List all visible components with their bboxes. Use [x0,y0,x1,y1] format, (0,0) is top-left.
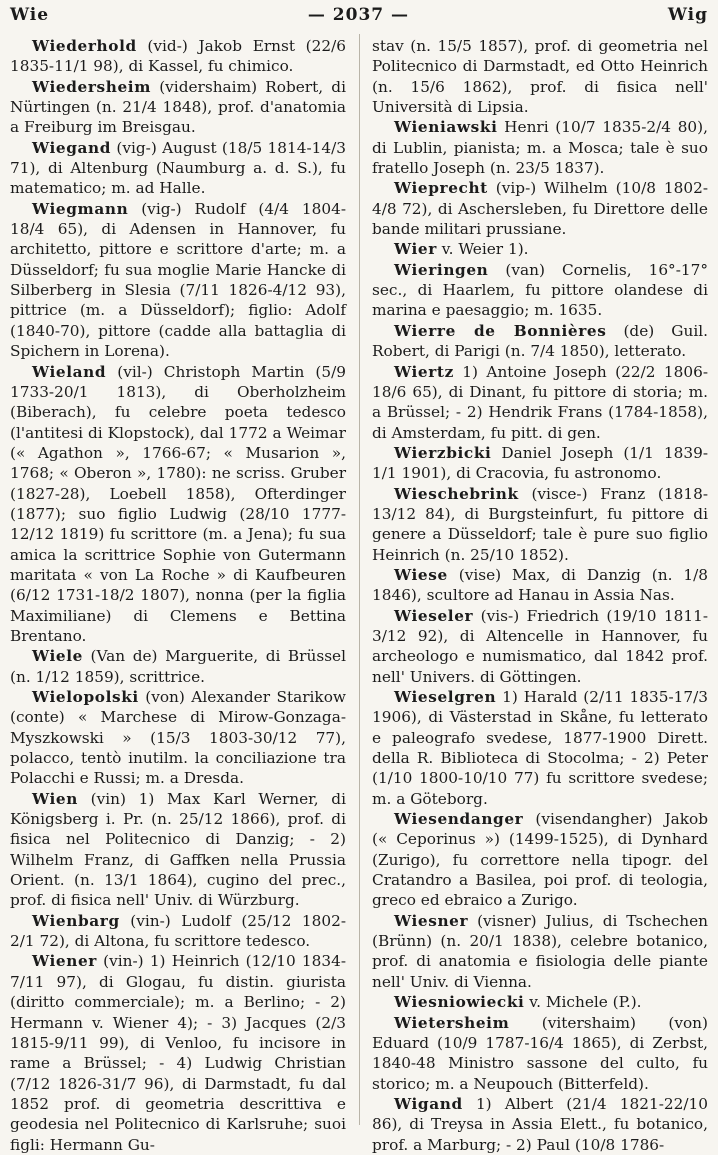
entry-text: 1) Albert (21/4 1821-22/10 86), di Treysa in Assia Elett., fu botanico, prof. a Marburg; - 2) Paul (10/8 1786- [372,1094,708,1154]
entry-text: (vidershaim) Robert, di Nürtingen (n. 21/4 1848), prof. d'anatomia a Freiburg im Breisgau. [10,77,346,137]
dictionary-entry [372,260,708,321]
dictionary-entry [372,565,708,606]
entry-headword: Wigand [394,1094,463,1113]
entry-headword: Wiesner [394,911,469,930]
right-column [372,36,708,1155]
entry-text: (vig-) August (18/5 1814-14/3 71), di Altenburg (Naumburg a. d. S.), fu matematico; m. ad Halle. [10,138,346,198]
entry-text: (van) Cornelis, 16°-17° sec., di Haarlem, fu pittore olandese di marina e paesaggio; m. 1635. [372,260,708,320]
column-divider [359,34,360,1125]
dictionary-entry [372,687,708,809]
header-right-guide-word: Wig [667,5,708,25]
entry-headword: Wieringen [394,260,489,279]
dictionary-entry [10,789,346,911]
dictionary-entry [10,911,346,952]
entry-text: (vis-) Friedrich (19/10 1811-3/12 92), di Altencelle in Hannover, fu archeologo e numismatico, dal 1842 prof. nell' Univers. di Göttingen. [372,606,708,686]
dictionary-entry [372,36,708,117]
entry-headword: Wieschebrink [394,484,519,503]
dictionary-entry [10,362,346,647]
entry-headword: Wiederhold [32,37,137,55]
dictionary-entry [372,606,708,687]
dictionary-entry [10,36,346,77]
dictionary-entry [10,199,346,362]
dictionary-entry [10,77,346,138]
page-header [10,2,708,28]
entry-text: Daniel Joseph (1/1 1839-1/1 1901), di Cracovia, fu astronomo. [372,443,708,483]
entry-headword: Wien [32,789,78,808]
dictionary-entry [372,239,708,259]
entry-text: (visce-) Franz (1818-13/12 84), di Burgsteinfurt, fu pittore di genere a Düsseldorf; tale è pure suo figlio Heinrich (n. 25/10 1852). [372,484,708,564]
dictionary-entry [372,178,708,239]
entry-headword: Wiesendanger [394,810,524,829]
entry-headword: Wieseler [394,606,474,625]
entry-text: (vise) Max, di Danzig (n. 1/8 1846), scultore ad Hanau in Assia Nas. [372,565,708,605]
dictionary-entry [372,484,708,565]
entry-headword: Wiesniowiecki [394,993,525,1012]
entry-headword: Wiertz [394,362,454,381]
dictionary-entry [372,1013,708,1094]
dictionary-entry [372,443,708,484]
entry-headword: Wiese [394,565,448,584]
entry-headword: Wieland [32,362,107,381]
entry-headword: Wielopolski [32,688,139,706]
entry-headword: Wierre de Bonnières [394,321,607,340]
dictionary-entry [10,138,346,199]
entry-headword: Wieprecht [394,179,488,198]
header-left-guide-word: Wie [10,5,50,25]
entry-headword: Wienbarg [32,911,120,930]
entry-headword: Wierzbicki [394,443,492,462]
entry-text: (Van de) Marguerite, di Brüssel (n. 1/12 1859), scrittrice. [10,647,346,686]
entry-text: (vin-) Ludolf (25/12 1802-2/1 72), di Altona, fu scrittore tedesco. [10,911,346,951]
entry-headword: Wiedersheim [32,77,152,96]
entry-headword: Wiegmann [32,199,129,218]
dictionary-entry [372,1094,708,1155]
entry-headword: Wietersheim [394,1013,510,1032]
dictionary-entry [10,951,346,1154]
entry-text: (vig-) Rudolf (4/4 1804-18/4 65), di Adensen in Hannover, fu architetto, pittore e scrittore d'arte; m. a Düsseldorf; fu sua moglie Marie Hancke di Silberberg in Slesia (7/11 1826-4/12 93), pittrice (m. a Düsseldorf); figlio: Adolf (1840-70), pittore (cadde alla battaglia di Spichern in Lorena). [10,199,346,361]
entry-text: (von) Alexander Starikow (conte) « Marchese di Mirow-Gonzaga-Myszkowski » (15/3 1803-30/12 77), polacco, tentò inutilm. la conciliazione tra Polacchi e Russi; m. a Dresda. [10,688,346,788]
entry-text: (vitershaim) (von) Eduard (10/9 1787-16/4 1865), di Zerbst, 1840-48 Ministro sassone del culto, fu storico; m. a Neupouch (Bitterfeld). [372,1013,708,1093]
entry-text: (vil-) Christoph Martin (5/9 1733-20/1 1813), di Oberholzheim (Biberach), fu celebre poeta tedesco (l'antitesi di Klopstock), dal 1772 a Weimar (« Agathon », 1766-67; « Musarion », 1768; « Oberon », 1780): ne scriss. Gruber (1827-28), Loebell 1858), Ofterdinger (1877); suo figlio Ludwig (28/10 1777-12/12 1819) fu scrittore (m. a Jena); fu sua amica la scrittrice Sophie von Gutermann maritata « von La Roche » di Kaufbeuren (6/12 1731-18/2 1807), nonna (per la figlia Maximiliane) di Clemens e Bettina Brentano. [10,362,346,645]
dictionary-entry [372,911,708,992]
entry-headword: Wier [394,240,437,259]
entry-text: v. Weier 1). [436,240,529,259]
entry-text: 1) Harald (2/11 1835-17/3 1906), di Västerstad in Skåne, fu letterato e paleografo svedese, 1877-1900 Dirett. della R. Biblioteca di Stocolma; - 2) Peter (1/10 1800-10/10 77) fu scrittore svedese; m. a Göteborg. [372,688,708,808]
entry-headword: Wieniawski [394,118,498,137]
entry-text: (de) Guil. Robert, di Parigi (n. 7/4 1850), letterato. [372,321,708,361]
entry-text: 1) Antoine Joseph (22/2 1806-18/6 65), di Dinant, fu pittore di storia; m. a Brüssel; - 2) Hendrik Frans (1784-1858), di Amsterdam, fu pitt. di gen. [372,362,708,442]
entry-headword: Wiele [32,647,83,666]
entry-text: (visendangher) Jakob (« Ceporinus ») (1499-1525), di Dynhard (Zurigo), fu correttore nella tipogr. del Cratandro a Basilea, poi prof. di teologia, greco ed ebraico a Zurigo. [372,810,708,910]
dictionary-entry [10,687,346,789]
dictionary-entry [372,809,708,911]
dictionary-entry [372,362,708,443]
entry-text: stav (n. 15/5 1857), prof. di geometria nel Politecnico di Darmstadt, ed Otto Heinrich (n. 15/6 1862), prof. di fisica nell' Università di Lipsia. [372,37,708,117]
entry-text: (vin) 1) Max Karl Werner, di Königsberg i. Pr. (n. 25/12 1866), prof. di fisica nel Politecnico di Danzig; - 2) Wilhelm Franz, di Gaffken nella Prussia Orient. (n. 13/1 1864), cugino del prec., prof. di fisica nell' Univ. di Würzburg. [10,789,346,910]
entry-text: (visner) Julius, di Tschechen (Brünn) (n. 20/1 1838), celebre botanico, prof. di anatomia e fisiologia delle piante nell' Univ. di Vienna. [372,911,708,991]
dictionary-entry [372,321,708,362]
entry-headword: Wiener [32,952,97,971]
entry-text: (vin-) 1) Heinrich (12/10 1834-7/11 97), di Glogau, fu distin. giurista (diritto commerciale); m. a Berlino; - 2) Hermann v. Wiener 4); - 3) Jacques (2/3 1815-9/11 99), di Venloo, fu incisore in rame a Brüssel; - 4) Ludwig Christian (7/12 1826-31/7 96), di Darmstadt, fu dal 1852 prof. di geometria descrittiva e geodesia nel Politecnico di Karlsruhe; suoi figli: Hermann Gu- [10,952,346,1154]
dictionary-entry [372,992,708,1012]
entry-text: (vid-) Jakob Ernst (22/6 1835-11/1 98), di Kassel, fu chimico. [10,37,346,76]
page-number: — 2037 — [307,5,410,25]
entry-text: Henri (10/7 1835-2/4 80), di Lublin, pianista; m. a Mosca; tale è suo fratello Joseph (n. 23/5 1837). [372,118,708,178]
entry-text: (vip-) Wilhelm (10/8 1802-4/8 72), di Aschersleben, fu Direttore delle bande militari prussiane. [372,179,708,239]
dictionary-entry [372,117,708,178]
entry-headword: Wiegand [32,138,112,157]
left-column [10,36,346,1155]
entry-headword: Wieselgren [394,688,497,706]
entry-text: v. Michele (P.). [524,993,642,1012]
dictionary-entry [10,646,346,687]
